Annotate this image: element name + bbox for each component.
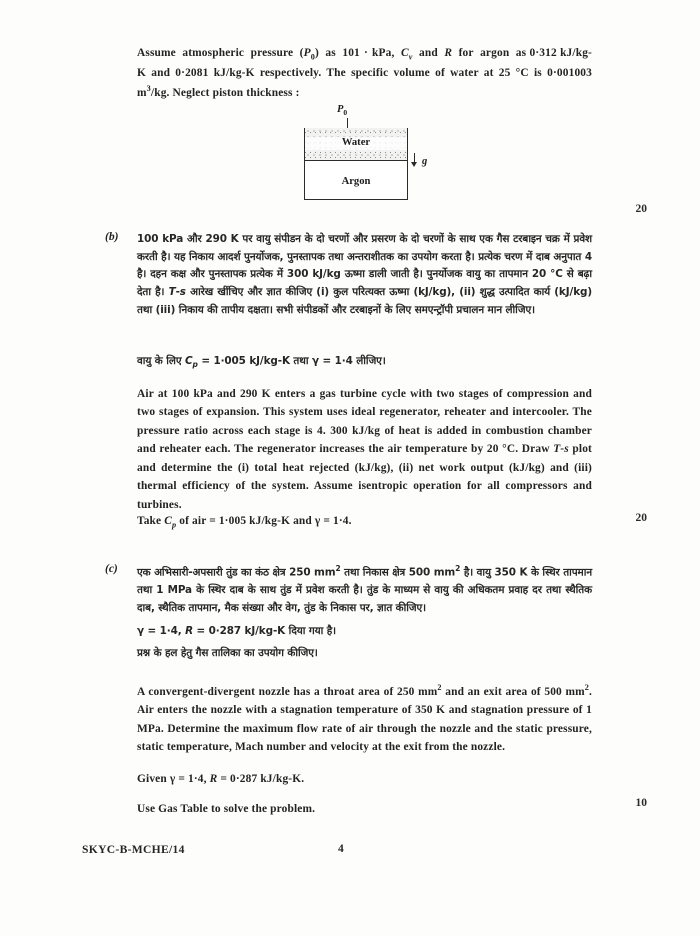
argon-label: Argon xyxy=(341,176,371,187)
question-label-b: (b) xyxy=(105,231,119,243)
question-c-english: A convergent-divergent nozzle has a throat area of 250 $mm^2$ and an exit area of 500 $mm^2$. Air enters the nozzle with a stagnation temperature of 350 K and stagnation pressure of 1 MPa. Determine the maximum flow rate of air through the nozzle and the static pressure, static temperature, Mach number and velocity at the exit from the nozzle. xyxy=(137,683,592,754)
question-c-hindi: एक अभिसारी-अपसारी तुंड का कंठ क्षेत्र 250 $mm^2$ तथा निकास क्षेत्र 500 $mm^2$ है। वायु 350 K के स्थिर तापमान तथा 1 MPa के स्थिर दाब के साथ तुंड में प्रवेश करती है। तुंड के माध्यम से वायु की अधिकतम प्रवाह दर तथा स्थैतिक दाब, स्थैतिक तापमान, मैक संख्या और वेग, तुंड के निकास पर, ज्ञात कीजिए। xyxy=(137,564,592,614)
question-c-hindi-given: γ = 1·4, R = 0·287 kJ/kg-K दिया गया है। xyxy=(137,625,337,637)
gravity-arrow-icon xyxy=(414,153,415,163)
marks-question-c: 10 xyxy=(635,797,647,809)
marks-question-b: 20 xyxy=(635,512,647,524)
footer-page-number: 4 xyxy=(338,843,344,855)
piston-cylinder-figure xyxy=(290,106,440,202)
question-b-english: Air at 100 kPa and 290 K enters a gas turbine cycle with two stages of compression and two stages of expansion. This system uses ideal regenerator, reheater and intercooler. The pressure ratio across each stage is 4. 300 kJ/kg of heat is added in combustion chamber and reheater each. The regenerator increases the air temperature by 20 °C. Draw T-s plot and determine the (i) total heat rejected (kJ/kg), (ii) net work output (kJ/kg) and (iii) thermal efficiency of the system. Assume isentropic operation for all compressors and turbines. xyxy=(137,388,593,511)
question-c-english-given: Given γ = 1·4, R = 0·287 kJ/kg-K. xyxy=(137,773,305,785)
water-label: Water xyxy=(305,137,407,150)
gravity-label: g xyxy=(422,156,428,167)
question-b-english-given: Take $C_p$ of air = 1·005 kJ/kg-K and γ = 1·4. xyxy=(137,515,352,530)
question-b-hindi: 100 kPa और 290 K पर वायु संपीडन के दो चरणों और प्रसरण के दो चरणों के साथ एक गैस टरबाइन चक्र में प्रवेश करती है। यह निकाय आदर्श पुनर्योजक, पुनस्तापक तथा अन्तराशीतक का उपयोग करता है। प्रत्येक चरण में दाब अनुपात 4 है। दहन कक्ष और पुनस्तापक प्रत्येक में 300 kJ/kg ऊष्मा डाली जाती है। पुनर्योजक वायु का तापमान 20 °C से बढ़ा देता है। T-s आरेख खींचिए और ज्ञात कीजिए (i) कुल परित्यक्त ऊष्मा (kJ/kg), (ii) शुद्ध उत्पादित कार्य (kJ/kg) तथा (iii) निकाय की तापीय दक्षता। सभी संपीडकों और टरबाइनों के लिए समएन्ट्रॉपी प्रचालन मान लीजिए। xyxy=(137,233,592,316)
marks-top: 20 xyxy=(635,203,647,215)
question-c-hindi-note: प्रश्न के हल हेतु गैस तालिका का उपयोग कीजिए। xyxy=(137,647,318,659)
footer-paper-code: SKYC-B-MCHE/14 xyxy=(82,843,185,856)
question-b-hindi-given: वायु के लिए $C_p = 1\cdot 005$ kJ/kg-K तथा γ = 1·4 लीजिए। xyxy=(137,355,386,370)
vessel-outline xyxy=(304,128,408,200)
figure-p0-label: $P_0$ xyxy=(337,104,348,118)
question-c-english-note: Use Gas Table to solve the problem. xyxy=(137,803,316,815)
question-label-c: (c) xyxy=(105,563,118,575)
intro-paragraph: Assume atmospheric pressure $(P_0)$ as 101 · kPa, $C_v$ and R for argon as 0·312 kJ/kg-K and 0·2081 kJ/kg-K respectively. The specific volume of water at 25 °C is 0·001003 $m^3/kg$. Neglect piston thickness : xyxy=(137,47,592,99)
